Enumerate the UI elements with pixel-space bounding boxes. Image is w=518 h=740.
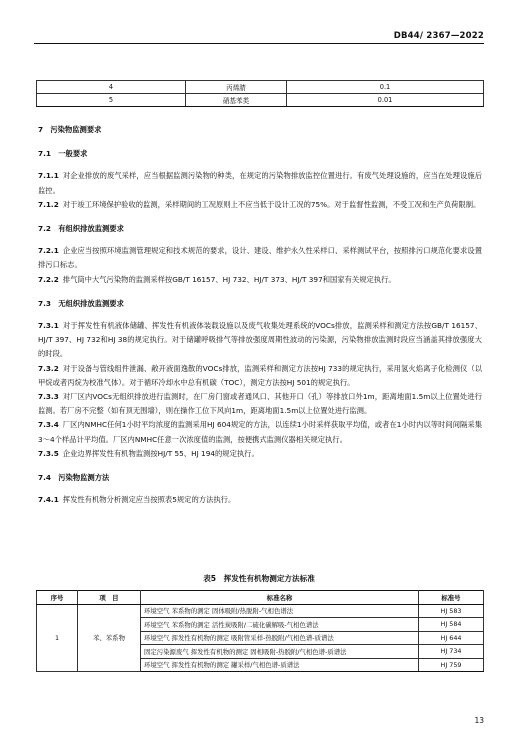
clause-text: 企业应当按照环境监测管理规定和技术规范的要求，设计、建设、维护永久性采样口、采样测试平台，按照排污口规范化要求设置排污口标志。 xyxy=(38,246,482,270)
section-7-1-heading: 7.1 一般要求 xyxy=(38,149,88,159)
header-item: 项 目 xyxy=(78,591,141,605)
clause-text: 对于设备与管线组件泄漏、敞开液面逸散的VOCs排放，监测采样和测定方法按HJ 733的规定执行，采用氢火焰离子化检测仪（以甲烷或者丙烷为校准气体）。对于循环冷却水中总有机碳（TOC），测定方法按HJ 501的规定执行。 xyxy=(38,363,482,387)
standard-name: 环境空气 苯系物的测定 活性炭吸附/二硫化碳解吸-气相色谱法 xyxy=(141,618,419,632)
table4-seq: 4 xyxy=(37,81,186,94)
clause-7-3-3 xyxy=(38,390,482,418)
clause-number: 7.2.2 xyxy=(38,274,59,284)
standard-name: 环境空气 挥发性有机物的测定 罐采样/气相色谱-质谱法 xyxy=(141,658,419,672)
standard-name: 环境空气 挥发性有机物的测定 吸附管采样-热脱附/气相色谱-质谱法 xyxy=(141,631,419,645)
table5-title: 表5 挥发性有机物测定方法标准 xyxy=(203,574,315,583)
header-standard-no: 标准号 xyxy=(419,591,484,605)
clause-text: 对于竣工环境保护验收的监测，采样期间的工况原则上不应当低于设计工况的75%。对于监督性监测，不受工况和生产负荷限制。 xyxy=(62,199,481,209)
clause-7-3-5 xyxy=(38,447,482,461)
clause-7-4-1 xyxy=(38,493,482,507)
table4-value: 0.1 xyxy=(287,81,484,94)
clause-7-3-2 xyxy=(38,362,482,390)
clause-7-1-1 xyxy=(38,169,482,197)
clause-number: 7.2.1 xyxy=(38,246,59,256)
clause-text: 挥发性有机物分析测定应当按照表5规定的方法执行。 xyxy=(62,495,236,505)
clause-7-3-4 xyxy=(38,418,482,446)
standard-no: HJ 734 xyxy=(419,645,484,659)
section-7-3-heading: 7.3 无组织排放监测要求 xyxy=(38,298,124,308)
clause-7-1-2 xyxy=(38,198,482,212)
section-7-2-heading: 7.2 有组织排放监测要求 xyxy=(38,224,124,234)
standard-no: HJ 584 xyxy=(419,618,484,632)
table5 xyxy=(36,590,484,672)
table-row xyxy=(37,94,484,107)
standard-name: 固定污染源废气 挥发性有机物的测定 固相吸附-热脱附/气相色谱-质谱法 xyxy=(141,645,419,659)
header-rule xyxy=(34,43,484,44)
group-seq: 1 xyxy=(37,604,78,672)
table4-seq: 5 xyxy=(37,94,186,107)
section-7-heading: 7 污染物监测要求 xyxy=(38,125,102,134)
clause-number: 7.3.1 xyxy=(38,321,59,331)
clause-number: 7.4.1 xyxy=(38,495,59,505)
standard-no: HJ 583 xyxy=(419,604,484,618)
table4-continuation xyxy=(36,80,484,107)
table-row xyxy=(37,81,484,94)
table4-name: 丙烯腈 xyxy=(186,81,287,94)
clause-text: 对于挥发性有机液体储罐、挥发性有机液体装载设施以及废气收集处理系统的VOCs排放，监测采样和测定方法按GB/T 16157、HJ/T 397、HJ 732和HJ 38的规定执行。对于储罐呼吸排气等排放强度周期性波动的污染源，污染物排放监测时段应当涵盖其排放强度大的时段。 xyxy=(38,321,482,359)
standard-no: HJ 759 xyxy=(419,658,484,672)
page-number: 13 xyxy=(474,716,484,725)
clause-7-3-1 xyxy=(38,319,482,362)
clause-text: 排气筒中大气污染物的监测采样按GB/T 16157、HJ 732、HJ/T 373、HJ/T 397和国家有关规定执行。 xyxy=(62,274,396,284)
clause-number: 7.3.2 xyxy=(38,363,59,373)
clause-number: 7.3.3 xyxy=(38,392,59,402)
document-body xyxy=(38,123,482,507)
clause-number: 7.3.4 xyxy=(38,420,59,430)
header-seq: 序号 xyxy=(37,591,78,605)
standard-no: HJ 644 xyxy=(419,631,484,645)
table-row xyxy=(37,604,484,618)
table4-name: 硝基苯类 xyxy=(186,94,287,107)
group-item: 苯、苯系物 xyxy=(78,604,141,672)
section-7-4-heading: 7.4 污染物监测方法 xyxy=(38,473,110,483)
standard-name: 环境空气 苯系物的测定 固体吸附/热脱附-气相色谱法 xyxy=(141,604,419,618)
clause-7-2-2 xyxy=(38,273,482,287)
clause-number: 7.1.1 xyxy=(38,171,59,181)
standard-id: DB44/ 2367—2022 xyxy=(393,31,484,41)
clause-number: 7.1.2 xyxy=(38,199,59,209)
clause-text: 企业边界挥发性有机物监测按HJ/T 55、HJ 194的规定执行。 xyxy=(62,448,259,458)
table4-value: 0.01 xyxy=(287,94,484,107)
clause-text: 厂区内NMHC任何1小时平均浓度的监测采用HJ 604规定的方法，以连续1小时采样获取平均值，或者在1小时内以等时间间隔采集3～4个样品计平均值。厂区内NMHC任意一次浓度值的监测，按便携式监测仪器相关规定执行。 xyxy=(38,420,482,444)
clause-text: 对企业排放的废气采样，应当根据监测污染物的种类，在规定的污染物排放监控位置进行。有废气处理设施的，应当在处理设施后监控。 xyxy=(38,171,482,195)
clause-number: 7.3.5 xyxy=(38,448,59,458)
clause-7-2-1 xyxy=(38,244,482,272)
header-standard-name: 标准名称 xyxy=(141,591,419,605)
clause-text: 对厂区内VOCs无组织排放进行监测时，在厂房门窗或者通风口、其他开口（孔）等排放口外1m，距离地面1.5m以上位置处进行监测。若厂房不完整（如有顶无围墙），则在操作工位下风向1m，距离地面1.5m以上位置处进行监测。 xyxy=(38,392,482,416)
table-header-row xyxy=(37,591,484,605)
